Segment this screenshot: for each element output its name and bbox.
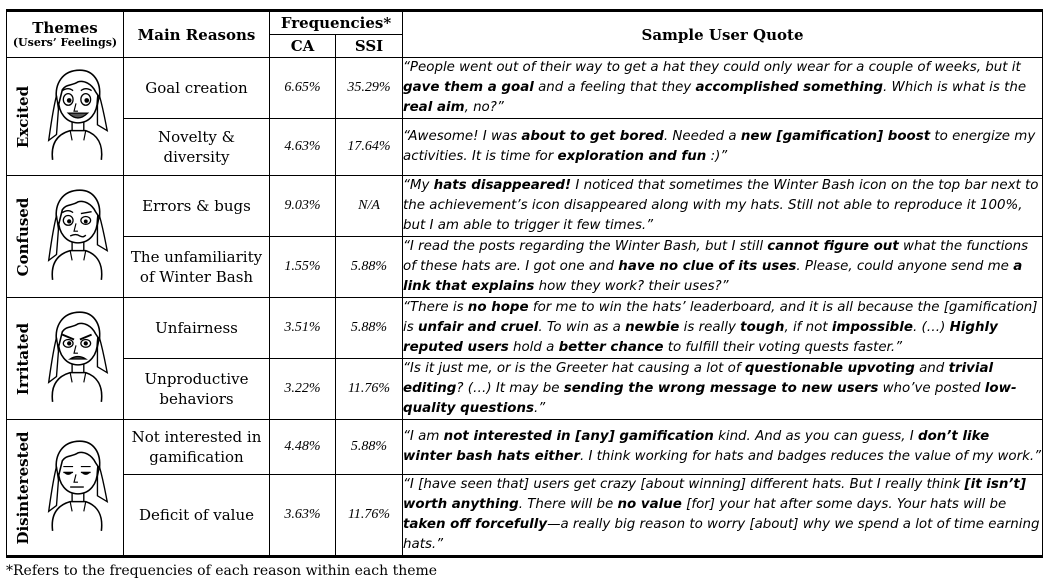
ca-frequency-cell: 4.63% (270, 119, 336, 176)
footnote: *Refers to the frequencies of each reason within each theme (6, 563, 438, 579)
ssi-frequency-cell: 5.88% (336, 237, 403, 298)
reason-cell: The unfamiliarity of Winter Bash (124, 237, 270, 298)
quote-cell (403, 58, 1043, 119)
reason-cell: Errors & bugs (124, 176, 270, 237)
quote-segment: —a really big reason to worry [about] why we spend a lot of time earning hats.” (403, 517, 1040, 552)
quote-cell (403, 119, 1043, 176)
quote-segment: . Needed a (663, 129, 741, 144)
quote-segment: , no?” (464, 100, 504, 115)
header-themes (7, 11, 124, 58)
quote-segment: . Please, could anyone send me (796, 259, 1014, 274)
quote-segment: [it isn’t] worth anything (403, 477, 1026, 512)
quote-segment: about to get bored (521, 129, 664, 144)
confused-face-icon (37, 186, 115, 288)
ca-frequency-cell: 3.63% (270, 475, 336, 557)
header-sample-user-quote: Sample User Quote (403, 11, 1043, 58)
quote-cell (403, 176, 1043, 237)
theme-label: Disinterested (14, 430, 32, 545)
header-themes-label: Themes (32, 19, 98, 37)
quote-segment: I noticed that sometimes the Winter Bash icon on the top bar next to the achievement’s icon disappeared along with my hats. Still not able to reproduce it 100%, but I am able to trigger it few times.” (403, 178, 1039, 233)
theme-cell-disinterested (7, 420, 124, 557)
disinterested-face-icon (37, 437, 115, 539)
ca-frequency-cell: 1.55% (270, 237, 336, 298)
quote-segment: hold a (508, 340, 559, 355)
quote-segment: ? (…) It may be (456, 381, 564, 396)
quote-segment: better chance (558, 340, 664, 355)
quote-segment: don’t like winter bash hats either (403, 429, 990, 464)
quote-segment: real aim (403, 100, 465, 115)
table-row (7, 475, 1043, 557)
quote-segment: low-quality questions (403, 381, 1017, 416)
quote-segment: have no clue of its uses (618, 259, 797, 274)
theme-label: Irritated (14, 322, 32, 395)
quote-segment: . There will be (518, 497, 618, 512)
themes-table-figure (6, 9, 1042, 579)
quote-segment: cannot figure out (767, 239, 899, 254)
ssi-frequency-cell: N/A (336, 176, 403, 237)
table-row (7, 298, 1043, 359)
quote-segment: “I read the posts regarding the Winter Bash, but I still (403, 239, 768, 254)
quote-segment: .” (534, 401, 546, 416)
quote-segment: :)” (706, 149, 728, 164)
quote-segment: accomplished something (695, 80, 884, 95)
header-themes-sub: (Users’ Feelings) (12, 36, 118, 49)
quote-cell (403, 475, 1043, 557)
quote-cell (403, 237, 1043, 298)
quote-segment: , if not (784, 320, 832, 335)
quote-segment: no value (617, 497, 682, 512)
quote-segment: new [gamification] boost (740, 129, 931, 144)
ssi-frequency-cell: 5.88% (336, 420, 403, 475)
ca-frequency-cell: 9.03% (270, 176, 336, 237)
quote-cell (403, 298, 1043, 359)
theme-label: Excited (14, 85, 32, 148)
ca-frequency-cell: 3.51% (270, 298, 336, 359)
table-body (7, 58, 1043, 557)
irritated-face-icon (37, 308, 115, 410)
ssi-frequency-cell: 11.76% (336, 359, 403, 420)
quote-segment: “My (403, 178, 434, 193)
ssi-frequency-cell: 17.64% (336, 119, 403, 176)
table-row (7, 58, 1043, 119)
themes-table (6, 9, 1043, 558)
header-frequencies: Frequencies* (270, 11, 403, 35)
quote-segment: . To win as a (538, 320, 626, 335)
reason-cell: Not interested in gamification (124, 420, 270, 475)
quote-cell (403, 359, 1043, 420)
header-ssi: SSI (336, 35, 403, 58)
excited-face-icon (37, 66, 115, 168)
ssi-frequency-cell: 5.88% (336, 298, 403, 359)
quote-segment: not interested in [any] gamification (443, 429, 714, 444)
reason-cell: Unfairness (124, 298, 270, 359)
quote-segment: “I am (403, 429, 444, 444)
theme-label: Confused (14, 197, 32, 276)
table-row (7, 359, 1043, 420)
quote-segment: questionable upvoting (744, 361, 915, 376)
table-row (7, 237, 1043, 298)
quote-segment: . Which is what is the (883, 80, 1027, 95)
quote-segment: who’ve posted (878, 381, 985, 396)
header-main-reasons: Main Reasons (124, 11, 270, 58)
reason-cell: Deficit of value (124, 475, 270, 557)
reason-cell: Unproductive behaviors (124, 359, 270, 420)
quote-segment: a link that explains (403, 259, 1023, 294)
reason-cell: Novelty & diversity (124, 119, 270, 176)
quote-segment: no hope (467, 300, 529, 315)
quote-segment: . I think working for hats and badges reduces the value of my work.” (579, 449, 1042, 464)
ssi-frequency-cell: 35.29% (336, 58, 403, 119)
header-ca: CA (270, 35, 336, 58)
quote-segment: [for] your hat after some days. Your hats will be (681, 497, 1007, 512)
quote-segment: to fulfill their voting quests faster.” (663, 340, 903, 355)
quote-segment: and a feeling that they (533, 80, 696, 95)
quote-segment: “I [have seen that] users get crazy [about winning] different hats. But I really think (403, 477, 965, 492)
quote-segment: what the functions of these hats are. I got one and (403, 239, 1029, 274)
quote-segment: “There is (403, 300, 468, 315)
quote-segment: unfair and cruel (417, 320, 539, 335)
ca-frequency-cell: 4.48% (270, 420, 336, 475)
ssi-frequency-cell: 11.76% (336, 475, 403, 557)
quote-segment: . (…) (912, 320, 950, 335)
table-row (7, 119, 1043, 176)
quote-segment: tough (740, 320, 785, 335)
quote-segment: to energize my activities. It is time for (403, 129, 1036, 164)
quote-segment: “People went out of their way to get a hat they could only wear for a couple of weeks, but it (403, 60, 1021, 75)
quote-segment: sending the wrong message to new users (563, 381, 879, 396)
quote-segment: how they work? their uses?” (534, 279, 729, 294)
quote-segment: and (914, 361, 949, 376)
quote-segment: exploration and fun (557, 149, 707, 164)
quote-segment: “Is it just me, or is the Greeter hat causing a lot of (403, 361, 745, 376)
quote-segment: gave them a goal (403, 80, 534, 95)
ca-frequency-cell: 6.65% (270, 58, 336, 119)
quote-segment: for me to win the hats’ leaderboard, and it is all because the [gamification] is (403, 300, 1038, 335)
quote-segment: is really (679, 320, 741, 335)
table-row (7, 420, 1043, 475)
table-row (7, 176, 1043, 237)
quote-segment: hats disappeared! (433, 178, 572, 193)
quote-segment: impossible (831, 320, 913, 335)
ca-frequency-cell: 3.22% (270, 359, 336, 420)
quote-segment: kind. And as you can guess, I (713, 429, 918, 444)
reason-cell: Goal creation (124, 58, 270, 119)
theme-cell-confused (7, 176, 124, 298)
quote-cell (403, 420, 1043, 475)
quote-segment: Highly reputed users (403, 320, 998, 355)
theme-cell-excited (7, 58, 124, 176)
theme-cell-irritated (7, 298, 124, 420)
quote-segment: trivial editing (403, 361, 994, 396)
quote-segment: taken off forcefully (403, 517, 548, 532)
quote-segment: “Awesome! I was (403, 129, 522, 144)
quote-segment: newbie (625, 320, 680, 335)
